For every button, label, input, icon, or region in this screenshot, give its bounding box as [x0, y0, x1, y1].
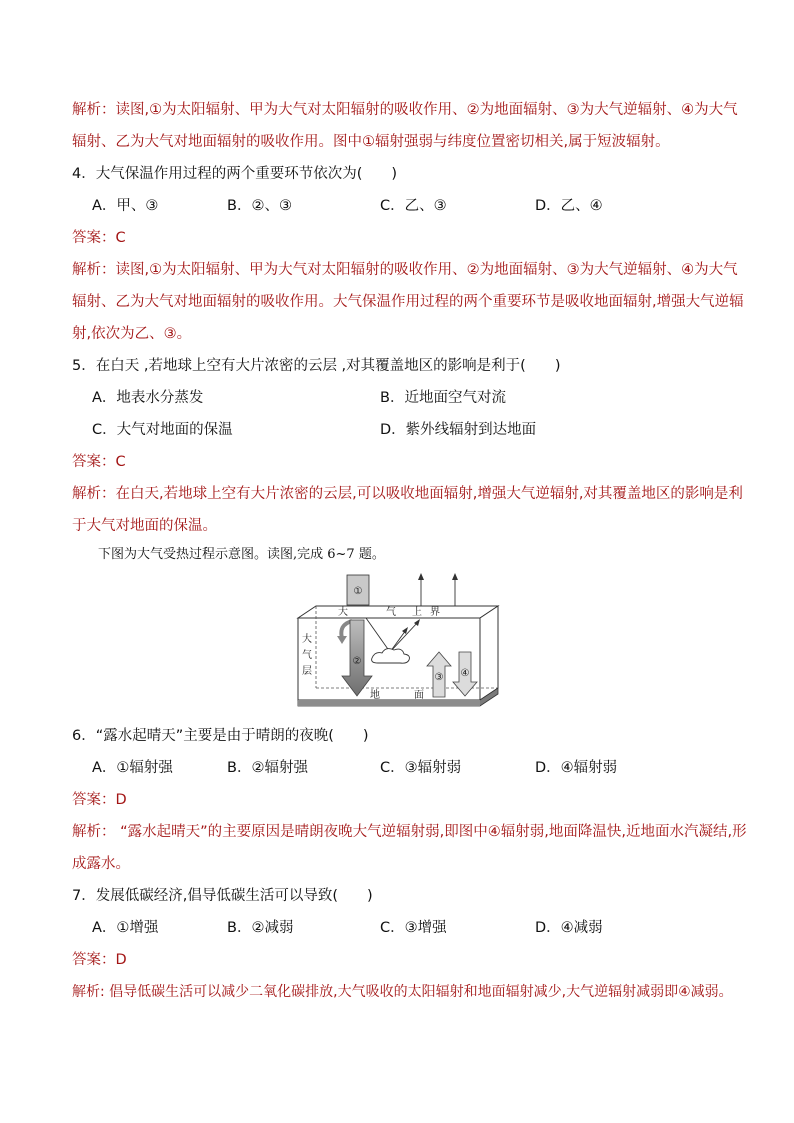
space-arrow-1-head	[418, 573, 424, 580]
top-label-4: 界	[430, 607, 440, 618]
q4-analysis-line-3: 射,依次为乙、③。	[72, 326, 192, 342]
q4-stem: 4．大气保温作用过程的两个重要环节依次为( )	[72, 166, 398, 182]
q4-option-d: D．乙、④	[535, 198, 603, 214]
q5-option-b: B．近地面空气对流	[380, 390, 506, 406]
q7-stem: 7．发展低碳经济,倡导低碳生活可以导致( )	[72, 888, 373, 904]
q5-answer: 答案：C	[72, 454, 126, 470]
label-4: ④	[460, 668, 470, 679]
q6-stem: 6．“露水起晴天”主要是由于晴朗的夜晚( )	[72, 728, 369, 744]
top-label-3: 上	[412, 607, 422, 618]
q5-option-a: A．地表水分蒸发	[92, 390, 204, 406]
ground-label-2: 面	[414, 690, 424, 701]
figure-caption: 下图为大气受热过程示意图。读图,完成 6~7 题。	[98, 547, 385, 562]
q7-option-d: D．④减弱	[535, 920, 603, 936]
side-label-3: 层	[302, 666, 312, 677]
q5-analysis-line-2: 于大气对地面的保温。	[72, 518, 217, 534]
q6-option-d: D．④辐射弱	[535, 760, 618, 776]
atmosphere-box-side	[480, 606, 498, 700]
q5-option-c: C．大气对地面的保温	[92, 422, 233, 438]
top-label-1: 大	[338, 607, 348, 618]
label-2: ②	[352, 656, 362, 667]
q6-option-b: B．②辐射强	[227, 760, 308, 776]
ground-front	[298, 700, 480, 706]
ground-label-1: 地	[370, 690, 380, 701]
space-arrow-2-head	[452, 573, 458, 580]
q6-analysis-line-1: 解析： “露水起晴天”的主要原因是晴朗夜晚大气逆辐射弱,即图中④辐射弱,地面降温快,近地面水汽凝结,形	[72, 824, 747, 840]
q4-analysis-line-1: 解析：读图,①为太阳辐射、甲为大气对太阳辐射的吸收作用、②为地面辐射、③为大气逆辐射、④为大气	[72, 262, 738, 278]
q5-stem: 5．在白天 ,若地球上空有大片浓密的云层 ,对其覆盖地区的影响是利于( )	[72, 358, 561, 374]
side-label-1: 大	[302, 634, 312, 645]
q4-analysis-line-2: 辐射、乙为大气对地面辐射的吸收作用。大气保温作用过程的两个重要环节是吸收地面辐射,增强大气逆辐	[72, 294, 744, 310]
side-label-2: 气	[302, 650, 312, 661]
q7-option-c: C．③增强	[380, 920, 447, 936]
top-label-2: 气	[386, 607, 396, 618]
atmosphere-heating-diagram	[290, 572, 510, 718]
q7-option-a: A．①增强	[92, 920, 159, 936]
q5-option-d: D．紫外线辐射到达地面	[380, 422, 537, 438]
q4-option-c: C．乙、③	[380, 198, 447, 214]
q4-option-b: B．②、③	[227, 198, 292, 214]
label-1: ①	[353, 586, 363, 597]
q4-option-a: A．甲、③	[92, 198, 159, 214]
q6-answer: 答案：D	[72, 792, 127, 808]
q7-analysis-line-1: 解析: 倡导低碳生活可以减少二氧化碳排放,大气吸收的太阳辐射和地面辐射减少,大气逆辐射减弱即④减弱。	[72, 984, 733, 1000]
q6-option-c: C．③辐射弱	[380, 760, 462, 776]
label-3: ③	[434, 672, 444, 683]
atmosphere-box-top	[298, 606, 498, 618]
q7-answer: 答案：D	[72, 952, 127, 968]
q6-analysis-line-2: 成露水。	[72, 856, 130, 872]
q6-option-a: A．①辐射强	[92, 760, 173, 776]
q7-option-b: B．②减弱	[227, 920, 294, 936]
q3-analysis-line-2: 辐射、乙为大气对地面辐射的吸收作用。图中①辐射强弱与纬度位置密切相关,属于短波辐射。	[72, 134, 670, 150]
q5-analysis-line-1: 解析：在白天,若地球上空有大片浓密的云层,可以吸收地面辐射,增强大气逆辐射,对其覆盖地区的影响是利	[72, 486, 743, 502]
q4-answer: 答案：C	[72, 230, 126, 246]
q3-analysis-line-1: 解析：读图,①为太阳辐射、甲为大气对太阳辐射的吸收作用、②为地面辐射、③为大气逆辐射、④为大气	[72, 102, 738, 118]
